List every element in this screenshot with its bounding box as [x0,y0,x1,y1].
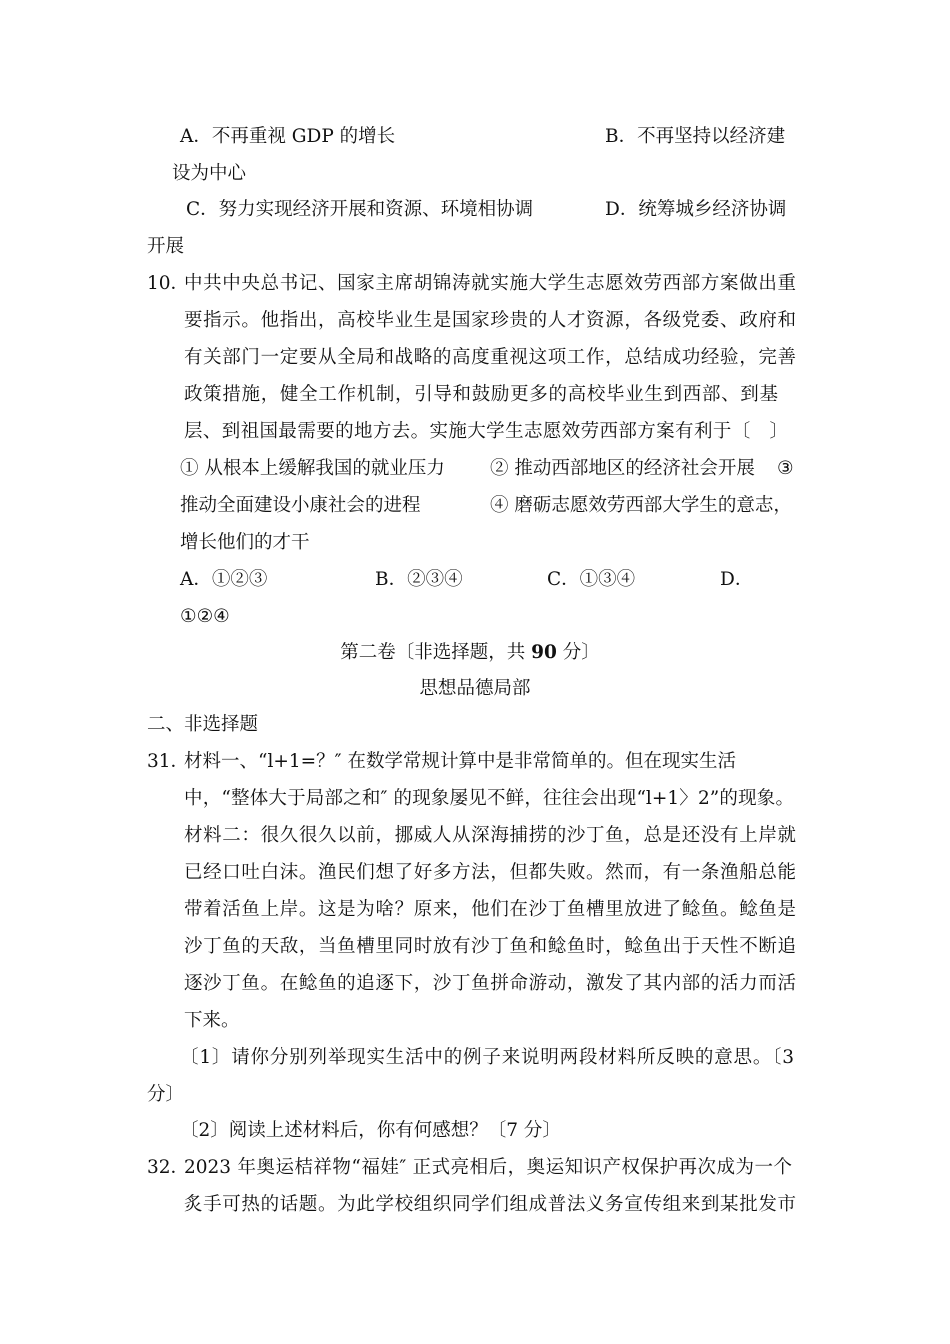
q31-line: 材料二：很久很久以前，挪威人从深海捕捞的沙丁鱼，总是还没有上岸就 [184,825,796,846]
q31-line: 已经口吐白沫。渔民们想了好多方法，但都失败。然而，有一条渔船总能 [184,862,796,883]
q9-option-d: D．统筹城乡经济协调 [605,199,787,220]
section-title-score: 90 [531,642,557,663]
q10-number: 10． [147,273,190,294]
q10-option-b: B．②③④ [375,569,463,590]
q10-stem-line: 政策措施，健全工作机制，引导和鼓励更多的高校毕业生到西部、到基 [184,384,778,405]
part-heading: 二、非选择题 [147,714,259,735]
q10-stem-line: 有关部门一定要从全局和战略的高度重视这项工作，总结成功经验，完善 [184,347,796,368]
q31-line: 中，“整体大于局部之和″ 的现象屡见不鲜，往往会出现“l+1〉2”的现象。 [184,788,794,809]
q10-stem-line: 要指示。他指出，高校毕业生是国家珍贵的人才资源，各级党委、政府和 [184,310,796,331]
q10-option-d-cont: ①②④ [180,606,230,627]
q10-item-3-text: 推动全面建设小康社会的进程 [180,495,421,516]
q10-item-3-mark: ③ [777,458,794,479]
q32-line: 2023 年奥运桔祥物“福娃″ 正式亮相后，奥运知识产权保护再次成为一个 [184,1157,792,1178]
q10-option-d: D． [720,569,754,590]
q32-line: 炙手可热的话题。为此学校组织同学们组成普法义务宣传组来到某批发市 [184,1194,796,1215]
q9-option-a: A．不再重视 GDP 的增长 [180,126,396,147]
q31-line: 材料一、“l+1=？″ 在数学常规计算中是非常简单的。但在现实生活 [184,751,736,772]
q10-item-1: ① 从根本上缓解我国的就业压力 [180,458,445,479]
q32-number: 32． [147,1157,190,1178]
q10-option-a: A．①②③ [180,569,268,590]
q10-item-4-cont: 增长他们的才干 [180,532,310,553]
section-title-post: 分〕 [556,642,600,663]
q10-item-2: ② 推动西部地区的经济社会开展 [490,458,755,479]
q31-number: 31． [147,751,190,772]
section-subtitle: 思想品德局部 [419,678,531,699]
q9-option-d-cont: 开展 [147,236,185,257]
q9-option-b: B．不再坚持以经济建 [605,126,786,147]
q31-sub-question-1-cont: 分〕 [147,1084,185,1105]
q10-stem-line: 中共中央总书记、国家主席胡锦涛就实施大学生志愿效劳西部方案做出重 [184,273,796,294]
section-title [0,641,940,665]
section-title-pre: 第二卷〔非选择题，共 [340,642,532,663]
q10-stem-line: 层、到祖国最需要的地方去。实施大学生志愿效劳西部方案有利于〔 〕 [184,421,788,442]
q31-sub-question-1: 〔1〕请你分别列举现实生活中的例子来说明两段材料所反映的意思。〔3 [180,1047,794,1068]
q31-line: 沙丁鱼的天敌，当鱼槽里同时放有沙丁鱼和鲶鱼时，鲶鱼出于天性不断追 [184,936,796,957]
q10-item-4: ④ 磨砺志愿效劳西部大学生的意志， [490,495,792,516]
q31-line: 带着活鱼上岸。这是为啥？原来，他们在沙丁鱼槽里放进了鲶鱼。鲶鱼是 [184,899,796,920]
q9-option-c: C．努力实现经济开展和资源、环境相协调 [186,199,534,220]
q31-line: 逐沙丁鱼。在鲶鱼的追逐下，沙丁鱼拼命游动，激发了其内部的活力而活 [184,973,796,994]
q10-option-c: C．①③④ [547,569,636,590]
q9-option-b-cont: 设为中心 [172,163,247,184]
q31-line: 下来。 [184,1010,240,1031]
q31-sub-question-2: 〔2〕阅读上述材料后，你有何感想？〔7 分〕 [180,1120,561,1141]
